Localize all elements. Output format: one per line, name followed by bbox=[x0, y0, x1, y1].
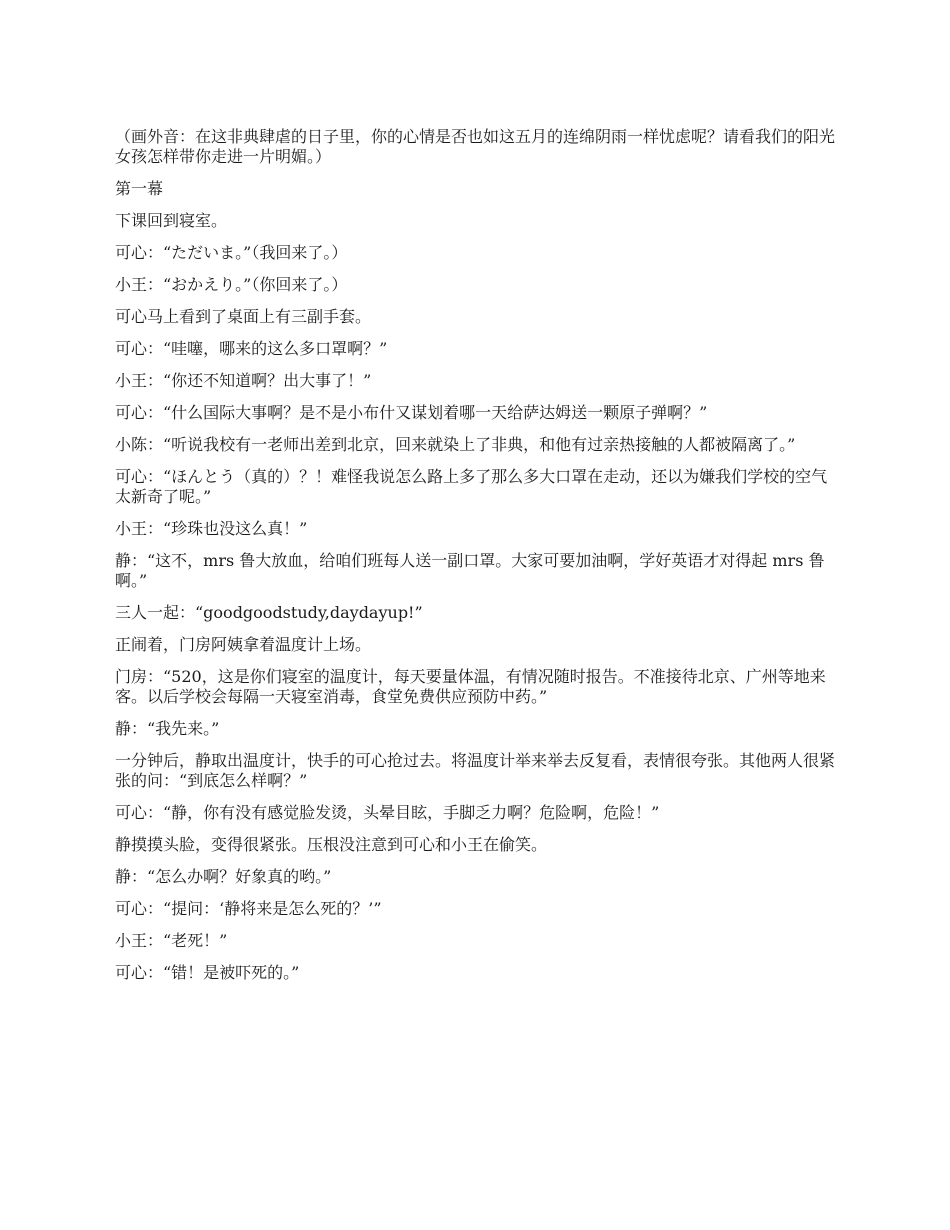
paragraph: 三人一起：“goodgoodstudy,daydayup!” bbox=[115, 603, 423, 622]
paragraph: 静：“怎么办啊？好象真的哟。” bbox=[115, 867, 332, 886]
paragraph: 可心：“ただいま。”（我回来了。） bbox=[115, 243, 348, 262]
paragraph: 静摸摸头脸，变得很紧张。压根没注意到可心和小王在偷笑。 bbox=[115, 835, 548, 854]
paragraph: 静：“我先来。” bbox=[115, 719, 220, 738]
paragraph: 可心：“提问：‘静将来是怎么死的？’” bbox=[115, 899, 382, 918]
paragraph: 小王：“老死！” bbox=[115, 931, 228, 950]
paragraph-act-title: 第一幕 bbox=[115, 179, 164, 198]
paragraph: 可心：“静，你有没有感觉脸发烫，头晕目眩，手脚乏力啊？危险啊，危险！” bbox=[115, 803, 660, 822]
paragraph: 小王：“你还不知道啊？出大事了！” bbox=[115, 371, 372, 390]
paragraph: 可心马上看到了桌面上有三副手套。 bbox=[115, 307, 372, 326]
paragraph: 小王：“珍珠也没这么真！” bbox=[115, 519, 308, 538]
paragraph: 可心：“ほんとう（真的）？！难怪我说怎么路上多了那么多大口罩在走动，还以为嫌我们学校的空气太新奇了呢。” bbox=[115, 467, 828, 506]
paragraph: 小王：“おかえり。”（你回来了。） bbox=[115, 275, 348, 294]
paragraph: 小陈：“听说我校有一老师出差到北京，回来就染上了非典，和他有过亲热接触的人都被隔离了。” bbox=[115, 435, 796, 454]
paragraph: 正闹着，门房阿姨拿着温度计上场。 bbox=[115, 635, 372, 654]
paragraph: 一分钟后，静取出温度计，快手的可心抢过去。将温度计举来举去反复看，表情很夸张。其他两人很紧张的问：“到底怎么样啊？” bbox=[115, 751, 836, 790]
paragraph-voiceover: （画外音：在这非典肆虐的日子里，你的心情是否也如这五月的连绵阴雨一样忧虑呢？请看我们的阳光女孩怎样带你走进一片明媚。） bbox=[115, 127, 836, 166]
paragraph: 下课回到寝室。 bbox=[115, 211, 228, 230]
paragraph: 可心：“哇噻，哪来的这么多口罩啊？” bbox=[115, 339, 388, 358]
document-body bbox=[115, 127, 840, 995]
paragraph: 可心：“错！是被吓死的。” bbox=[115, 963, 300, 982]
paragraph: 静：“这不，mrs 鲁大放血，给咱们班每人送一副口罩。大家可要加油啊，学好英语才对得起 mrs 鲁啊。” bbox=[115, 551, 825, 590]
paragraph: 可心：“什么国际大事啊？是不是小布什又谋划着哪一天给萨达姆送一颗原子弹啊？” bbox=[115, 403, 708, 422]
paragraph: 门房：“520，这是你们寝室的温度计，每天要量体温，有情况随时报告。不准接待北京、广州等地来客。以后学校会每隔一天寝室消毒，食堂免费供应预防中药。” bbox=[115, 667, 826, 706]
